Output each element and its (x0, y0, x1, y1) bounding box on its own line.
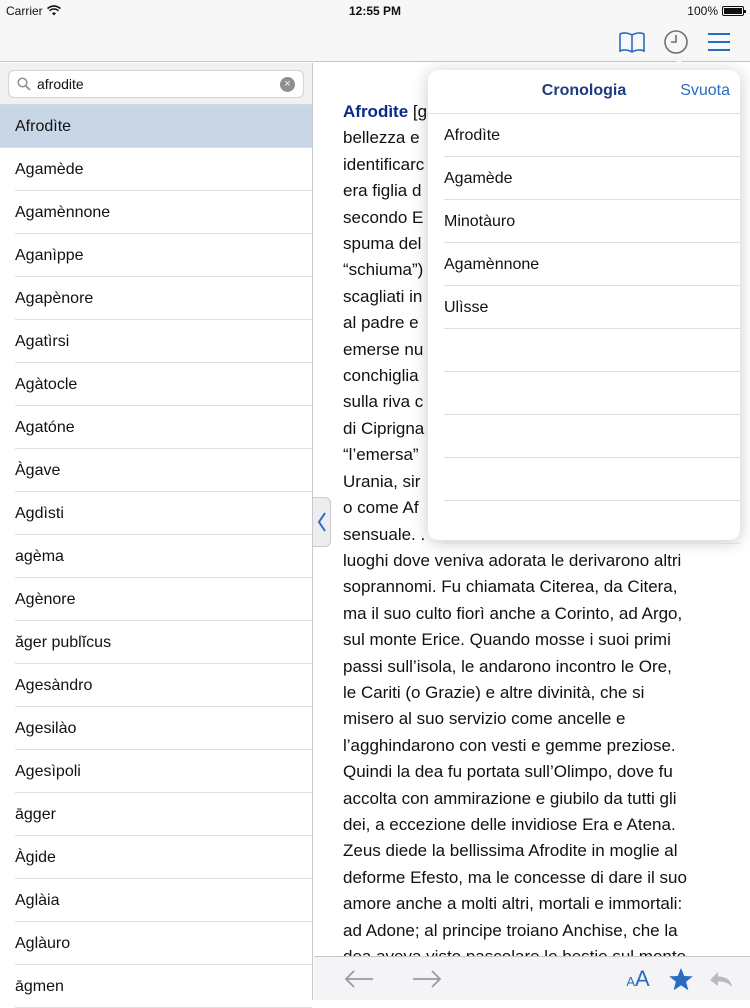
status-right (687, 4, 744, 18)
carrier-label: Carrier (6, 4, 43, 18)
list-item[interactable]: Agesilào (0, 707, 312, 750)
battery-percent: 100% (687, 4, 718, 18)
history-item[interactable]: Agamède (428, 157, 740, 200)
list-item[interactable]: Afrodìte (0, 105, 312, 148)
article-line: passi sull’isola, le andarono incontro le Ore, (343, 656, 672, 676)
article-line: misero al suo servizio come ancelle e (343, 709, 626, 729)
history-item[interactable]: Afrodìte (428, 114, 740, 157)
search-icon (17, 77, 31, 91)
history-empty-row (428, 458, 740, 501)
bottom-toolbar (314, 956, 750, 1000)
history-item[interactable]: Ulìsse (428, 286, 740, 329)
article-line: emerse nu (343, 339, 424, 359)
article-line: scagliati in (343, 286, 423, 306)
history-title: Cronologia (541, 82, 627, 99)
article-line: conchiglia (343, 366, 419, 386)
search-bar (0, 63, 312, 105)
list-item[interactable]: ăger publĭcus (0, 621, 312, 664)
history-empty-row (428, 501, 740, 544)
article-line: Zeus diede la bellissima Afrodite in moglie al (343, 841, 678, 861)
top-navbar (0, 22, 750, 62)
list-item[interactable]: Agesìpoli (0, 750, 312, 793)
article-line: deforme Efesto, ma le concesse di dare il suo (343, 867, 687, 887)
list-item[interactable]: Aganìppe (0, 234, 312, 277)
article-line: “schiuma”) (343, 260, 424, 280)
status-bar (0, 0, 750, 22)
history-item[interactable]: Minotàuro (428, 200, 740, 243)
list-item[interactable]: Aglàia (0, 879, 312, 922)
clear-history-button[interactable]: Svuota (680, 82, 730, 99)
article-line: o come Af (343, 498, 419, 518)
article-line: luoghi dove veniva adorata le derivarono altri (343, 550, 682, 570)
article-line: al padre e (343, 313, 419, 333)
list-item[interactable]: Agesàndro (0, 664, 312, 707)
list-item[interactable]: agèma (0, 535, 312, 578)
article-line: l’agghindarono con vesti e gemme preziose. (343, 735, 676, 755)
status-time: 12:55 PM (348, 4, 402, 18)
history-empty-row (428, 372, 740, 415)
list-item[interactable]: āgger (0, 793, 312, 836)
article-line: ad Adone; al principe troiano Anchise, che la (343, 920, 678, 940)
list-item[interactable]: Agamède (0, 148, 312, 191)
back-arrow-icon[interactable] (342, 963, 376, 995)
list-item[interactable]: Agdìsti (0, 492, 312, 535)
entry-list (0, 105, 312, 1008)
book-icon[interactable] (617, 27, 647, 57)
article-line: Urania, sir (343, 471, 421, 491)
article-line: secondo E (343, 207, 424, 227)
article-line: di Ciprigna (343, 418, 425, 438)
article-line: bellezza e (343, 128, 420, 148)
text-size-label: AA (626, 966, 650, 991)
article-headword: Afrodìte (343, 102, 409, 121)
list-item[interactable]: Agamènnone (0, 191, 312, 234)
article-line: soprannomi. Fu chiamata Citerea, da Citera, (343, 577, 678, 597)
article-line: amore anche a molti altri, mortali e immortali: (343, 894, 683, 914)
battery-icon (722, 6, 744, 16)
history-header (428, 70, 740, 114)
article-line: Quindi la dea fu portata sull’Olimpo, dove fu (343, 762, 673, 782)
history-empty-row (428, 415, 740, 458)
text-size-icon[interactable] (622, 963, 654, 995)
article-line: sulla riva c (343, 392, 424, 412)
history-empty-row (428, 329, 740, 372)
history-popover (428, 70, 740, 540)
clear-search-icon[interactable]: × (280, 77, 295, 92)
star-icon[interactable] (666, 963, 696, 995)
list-item[interactable]: Àgide (0, 836, 312, 879)
article-line: sul monte Erice. Quando mosse i suoi primi (343, 630, 671, 650)
history-item[interactable]: Agamènnone (428, 243, 740, 286)
history-list (428, 114, 740, 544)
list-item[interactable]: Àgave (0, 449, 312, 492)
list-item[interactable]: āgmen (0, 965, 312, 1008)
search-input[interactable] (37, 71, 277, 97)
list-item[interactable]: Agatìrsi (0, 320, 312, 363)
article-line: le Cariti (o Grazie) e altre divinità, che si (343, 682, 645, 702)
list-item[interactable]: Agènore (0, 578, 312, 621)
list-item[interactable]: Agapènore (0, 277, 312, 320)
forward-arrow-icon[interactable] (410, 963, 444, 995)
article-line: dei, a eccezione delle invidiose Era e Atena. (343, 814, 676, 834)
sidebar (0, 63, 313, 1000)
list-item[interactable]: Aglàuro (0, 922, 312, 965)
article-line: identificarc (343, 154, 425, 174)
search-box[interactable] (8, 70, 304, 98)
clock-icon[interactable] (661, 27, 691, 57)
article-line: sensuale. . (343, 524, 426, 544)
list-item[interactable]: Agatóne (0, 406, 312, 449)
undo-icon[interactable] (704, 963, 736, 995)
article-line: “l’emersa” (343, 445, 419, 465)
article-line: spuma del (343, 234, 422, 254)
article-line: ma il suo culto fiorì anche a Corinto, ad Argo, (343, 603, 683, 623)
menu-icon[interactable] (704, 27, 734, 57)
list-item[interactable]: Agàtocle (0, 363, 312, 406)
article-line: accolta con ammirazione e giubilo da tutti gli (343, 788, 677, 808)
article-line-text: [g (408, 102, 428, 121)
article-line: era figlia d (343, 181, 422, 201)
